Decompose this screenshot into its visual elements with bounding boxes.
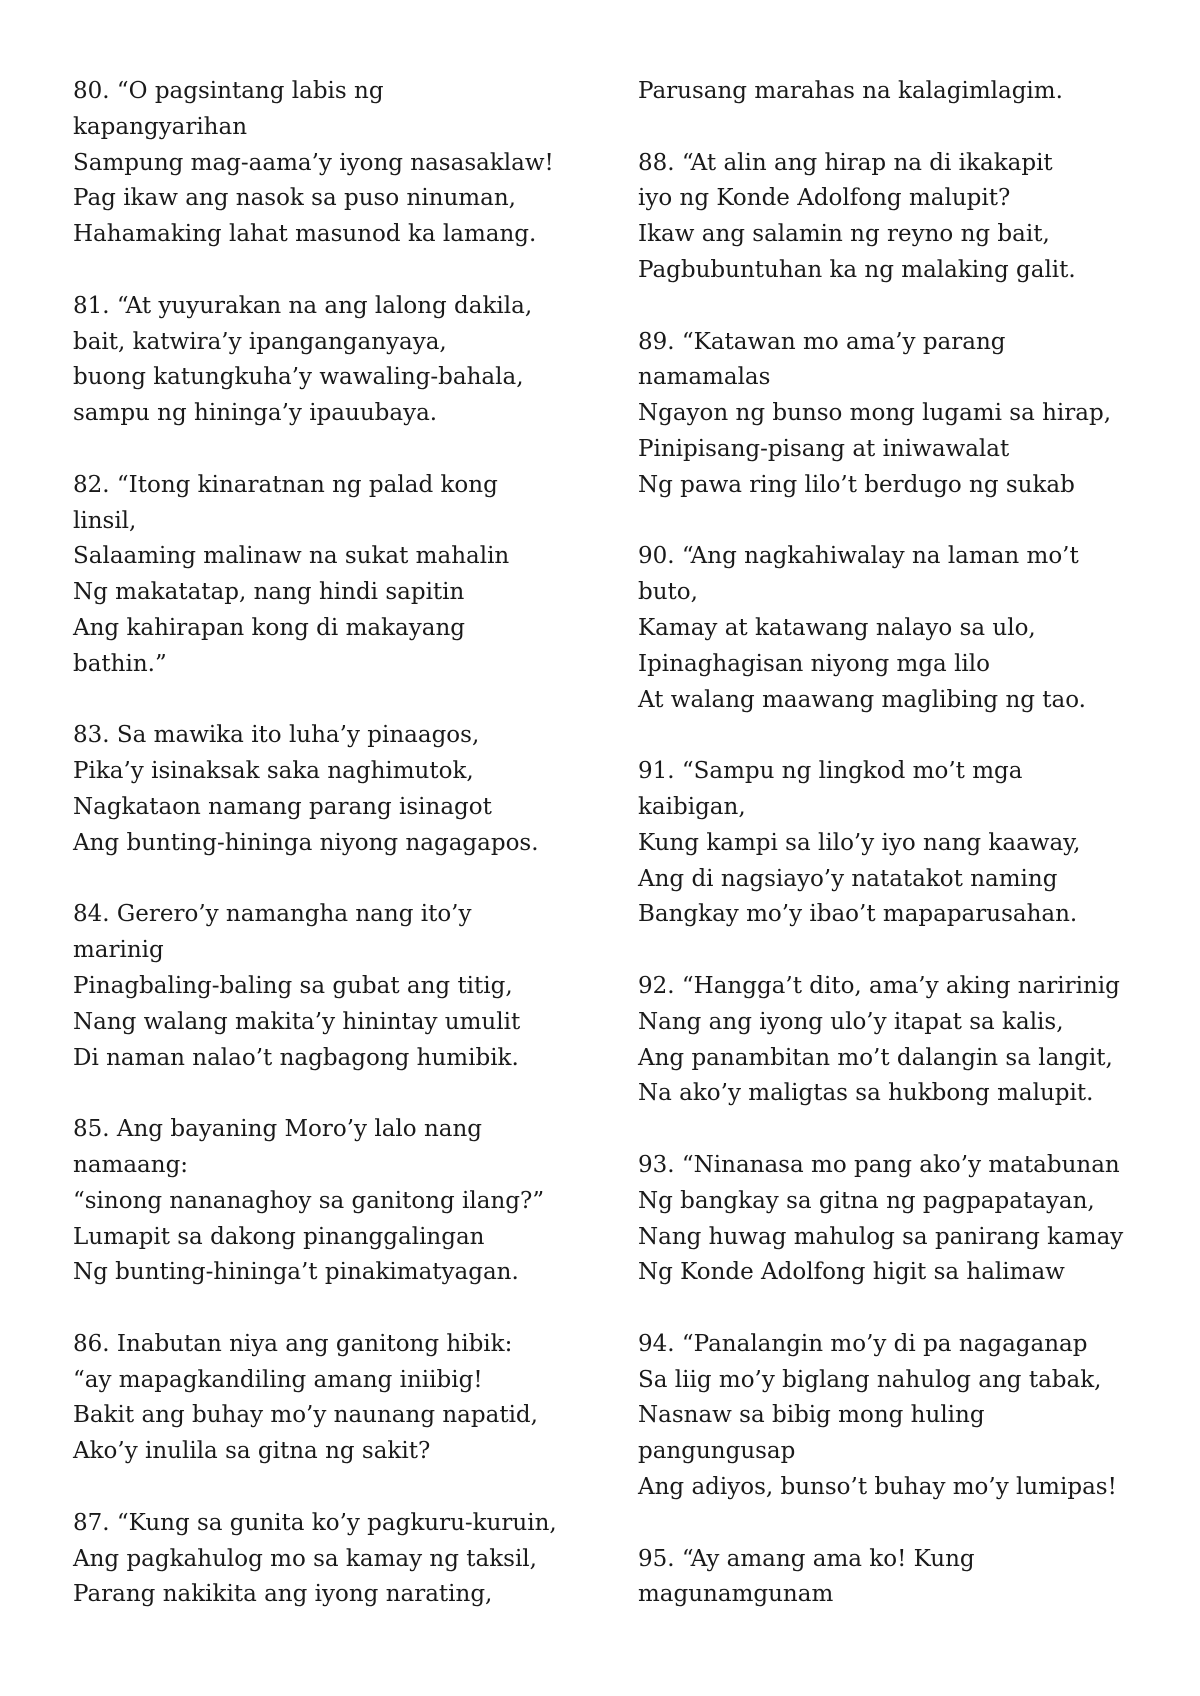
verse-line: Ang panambitan mo’t dalangin sa langit, <box>638 1044 1113 1071</box>
verse-line: 83. Sa mawika ito luha’y pinaagos, <box>73 722 480 749</box>
stanza <box>73 897 593 1076</box>
verse-line: Ng bangkay sa gitna ng pagpapatayan, <box>638 1187 1095 1214</box>
verse-line: 80. “O pagsintang labis ng <box>73 78 384 104</box>
verse-line: Nang huwag mahulog sa panirang kamay <box>638 1223 1124 1250</box>
verse-line: Lumapit sa dakong pinanggalingan <box>73 1223 485 1250</box>
stanza <box>638 1148 1158 1291</box>
verse-line: Nang walang makita’y hinintay umulit <box>73 1008 521 1035</box>
verse-line: buto, <box>638 579 698 606</box>
verse-line: Ang kahirapan kong di makayang <box>73 614 465 641</box>
verse-line: Ang bunting-hininga niyong nagagapos. <box>73 829 539 856</box>
verse-line: 87. “Kung sa gunita ko’y pagkuru-kuruin, <box>73 1509 557 1536</box>
verse-line: 81. “At yuyurakan na ang lalong dakila, <box>73 292 533 319</box>
verse-line: buong katungkuha’y wawaling-bahala, <box>73 364 524 391</box>
verse-line: kaibigan, <box>638 793 746 820</box>
verse-line: namamalas <box>638 364 771 391</box>
verse-line: Parusang marahas na kalagimlagim. <box>638 78 1063 104</box>
verse-line: Ng Konde Adolfong higit sa halimaw <box>638 1259 1065 1286</box>
verse-line: Nagkataon namang parang isinagot <box>73 793 492 820</box>
verse-line: Pika’y isinaksak saka naghimutok, <box>73 758 474 785</box>
verse-line: Sampung mag-aama’y iyong nasasaklaw! <box>73 149 554 176</box>
verse-line: magunamgunam <box>638 1581 834 1608</box>
verse-line: Ang di nagsiayo’y natatakot naming <box>638 865 1058 892</box>
verse-line: linsil, <box>73 507 137 534</box>
verse-line: Ng bunting-hininga’t pinakimatyagan. <box>73 1259 519 1286</box>
stanza <box>638 146 1158 289</box>
stanza <box>73 718 593 861</box>
verse-line: Nasnaw sa bibig mong huling <box>638 1402 985 1429</box>
verse-line: 82. “Itong kinaratnan ng palad kong <box>73 471 498 498</box>
verse-line: pangungusap <box>638 1438 796 1465</box>
stanza <box>73 1506 593 1613</box>
verse-line: Ang adiyos, bunso’t buhay mo’y lumipas! <box>638 1474 1117 1501</box>
stanza <box>73 1112 593 1291</box>
stanza <box>638 1542 1158 1614</box>
verse-line: 85. Ang bayaning Moro’y lalo nang <box>73 1116 483 1143</box>
stanza <box>73 74 593 253</box>
verse-line: Hahamaking lahat masunod ka lamang. <box>73 221 537 248</box>
verse-line: Sa liig mo’y biglang nahulog ang tabak, <box>638 1366 1102 1393</box>
verse-line: Ako’y inulila sa gitna ng sakit? <box>73 1438 431 1465</box>
verse-line: Ngayon ng bunso mong lugami sa hirap, <box>638 400 1112 427</box>
verse-line: sampu ng hininga’y ipauubaya. <box>73 400 438 427</box>
verse-line: Bakit ang buhay mo’y naunang napatid, <box>73 1402 538 1429</box>
verse-line: 93. “Ninanasa mo pang ako’y matabunan <box>638 1151 1120 1178</box>
verse-line: kapangyarihan <box>73 113 248 140</box>
stanza <box>73 289 593 432</box>
verse-line: namaang: <box>73 1151 189 1178</box>
verse-line: 94. “Panalangin mo’y di pa nagaganap <box>638 1330 1088 1357</box>
verse-line: Pag ikaw ang nasok sa puso ninuman, <box>73 185 516 212</box>
verse-line: Ng makatatap, nang hindi sapitin <box>73 579 465 606</box>
left-column <box>73 74 593 1649</box>
stanza <box>638 539 1158 718</box>
verse-line: Salaaming malinaw na sukat mahalin <box>73 543 510 570</box>
stanza <box>638 1327 1158 1506</box>
verse-line: Nang ang iyong ulo’y itapat sa kalis, <box>638 1008 1064 1035</box>
verse-line: 86. Inabutan niya ang ganitong hibik: <box>73 1330 513 1357</box>
verse-line: Parang nakikita ang iyong narating, <box>73 1581 493 1608</box>
verse-line: bait, katwira’y ipanganganyaya, <box>73 328 447 355</box>
verse-line: Ang pagkahulog mo sa kamay ng taksil, <box>73 1545 537 1572</box>
right-column <box>638 74 1158 1649</box>
verse-line: At walang maawang maglibing ng tao. <box>638 686 1086 713</box>
verse-line: Ipinaghagisan niyong mga lilo <box>638 650 990 677</box>
verse-line: 84. Gerero’y namangha nang ito’y <box>73 901 472 928</box>
verse-line: 90. “Ang nagkahiwalay na laman mo’t <box>638 543 1079 570</box>
stanza <box>638 74 1158 110</box>
stanza <box>73 1327 593 1470</box>
verse-line: Pinipisang-pisang at iniwawalat <box>638 435 1010 462</box>
verse-line: 91. “Sampu ng lingkod mo’t mga <box>638 758 1023 785</box>
verse-line: 89. “Katawan mo ama’y parang <box>638 328 1006 355</box>
verse-line: iyo ng Konde Adolfong malupit? <box>638 185 1011 212</box>
stanza <box>638 754 1158 933</box>
verse-line: Bangkay mo’y ibao’t mapaparusahan. <box>638 901 1078 928</box>
verse-line: bathin.” <box>73 650 167 677</box>
verse-line: “ay mapagkandiling amang iniibig! <box>73 1366 483 1393</box>
verse-line: marinig <box>73 937 164 964</box>
verse-line: Na ako’y maligtas sa hukbong malupit. <box>638 1080 1094 1107</box>
verse-line: Kamay at katawang nalayo sa ulo, <box>638 614 1036 641</box>
stanza <box>73 468 593 683</box>
verse-line: Ng pawa ring lilo’t berdugo ng sukab <box>638 471 1075 498</box>
stanza <box>638 969 1158 1112</box>
verse-line: 95. “Ay amang ama ko! Kung <box>638 1545 975 1572</box>
verse-line: Di naman nalao’t nagbagong humibik. <box>73 1044 519 1071</box>
verse-line: Pagbubuntuhan ka ng malaking galit. <box>638 256 1076 283</box>
verse-line: Kung kampi sa lilo’y iyo nang kaaway, <box>638 829 1081 856</box>
stanza <box>638 325 1158 504</box>
verse-line: 88. “At alin ang hirap na di ikakapit <box>638 149 1053 176</box>
verse-line: Pinagbaling-baling sa gubat ang titig, <box>73 972 513 999</box>
verse-line: 92. “Hangga’t dito, ama’y aking naririnig <box>638 972 1120 999</box>
verse-line: Ikaw ang salamin ng reyno ng bait, <box>638 221 1050 248</box>
verse-line: “sinong nananaghoy sa ganitong ilang?” <box>73 1187 545 1214</box>
